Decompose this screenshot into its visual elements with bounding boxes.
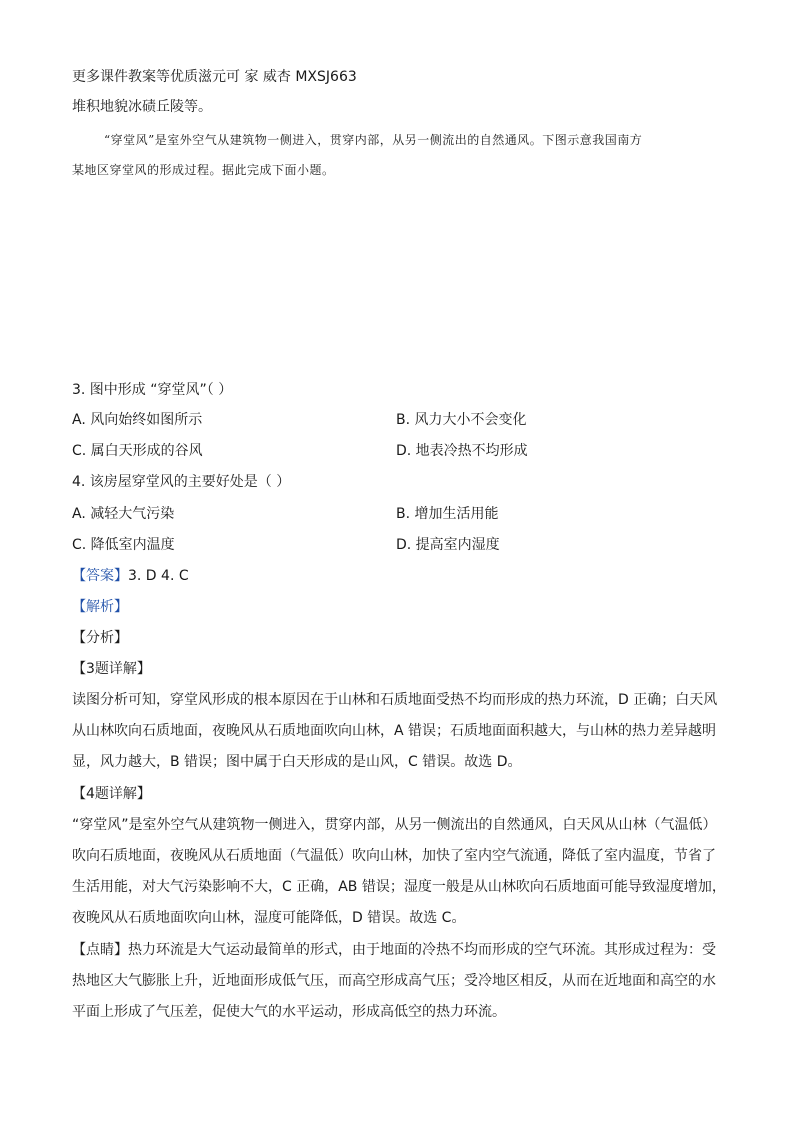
detail4-line-3: 生活用能，对大气污染影响不大，C 正确，AB 错误；湿度一般是从山林吹向石质地面可能导致湿度增加， <box>72 879 726 895</box>
dianjing-tag: 【点睛】 <box>72 942 128 958</box>
q3-option-b: B. 风力大小不会变化 <box>396 412 527 428</box>
q4-option-d: D. 提高室内湿度 <box>396 537 500 553</box>
dianjing-text-1: 热力环流是大气运动最简单的形式，由于地面的冷热不均而形成的空气环流。其形成过程为：受 <box>128 942 716 958</box>
figure-placeholder <box>72 190 722 370</box>
detail3-line-2: 从山林吹向石质地面，夜晚风从石质地面吹向山林，A 错误；石质地面面积越大，与山林的热力差异越明 <box>72 723 717 739</box>
header-note: 更多课件教案等优质滋元可 家 威杏 MXSJ663 <box>72 69 357 85</box>
detail4-line-2: 吹向石质地面，夜晚风从石质地面（气温低）吹向山林，加快了室内空气流通，降低了室内温度，节省了 <box>72 848 716 864</box>
detail4-line-4: 夜晚风从石质地面吹向山林，湿度可能降低，D 错误。故选 C。 <box>72 910 466 926</box>
answer-tag: 【答案】 <box>72 568 128 584</box>
intro-line-2: 某地区穿堂风的形成过程。据此完成下面小题。 <box>72 163 335 177</box>
fenxi-tag: 【分析】 <box>72 630 128 646</box>
dianjing-line-1 <box>72 940 716 960</box>
detail3-line-1: 读图分析可知，穿堂风形成的根本原因在于山林和石质地面受热不均而形成的热力环流，D 正确；白天风 <box>72 692 718 708</box>
detail4-line-1: “穿堂风”是室外空气从建筑物一侧进入，贯穿内部，从另一侧流出的自然通风，白天风从山林（气温低） <box>72 817 717 833</box>
detail3-tag: 【3题详解】 <box>72 661 151 677</box>
q3-stem: 3. 图中形成 “穿堂风”（ ） <box>72 382 233 398</box>
q4-option-a: A. 减轻大气污染 <box>72 506 175 522</box>
q3-option-a: A. 风向始终如图所示 <box>72 412 203 428</box>
intro-line-1: “穿堂风”是室外空气从建筑物一侧进入，贯穿内部，从另一侧流出的自然通风。下图示意我国南方 <box>104 133 643 147</box>
q4-stem: 4. 该房屋穿堂风的主要好处是（ ） <box>72 474 291 490</box>
dianjing-line-2: 热地区大气膨胀上升，近地面形成低气压，而高空形成高气压；受冷地区相反，从而在近地面和高空的水 <box>72 973 716 989</box>
dianjing-line-3: 平面上形成了气压差，促使大气的水平运动，形成高低空的热力环流。 <box>72 1004 506 1020</box>
analysis-tag: 【解析】 <box>72 599 128 615</box>
answer-text: 3. D 4. C <box>128 568 189 584</box>
previous-answer-tail: 堆积地貌冰碛丘陵等。 <box>72 99 212 115</box>
q3-option-c: C. 属白天形成的谷风 <box>72 443 203 459</box>
q4-option-b: B. 增加生活用能 <box>396 506 499 522</box>
q3-option-d: D. 地表冷热不均形成 <box>396 443 528 459</box>
answer-line <box>72 566 189 586</box>
detail3-line-3: 显，风力越大，B 错误；图中属于白天形成的是山风，C 错误。故选 D。 <box>72 754 522 770</box>
detail4-tag: 【4题详解】 <box>72 786 151 802</box>
q4-option-c: C. 降低室内温度 <box>72 537 175 553</box>
